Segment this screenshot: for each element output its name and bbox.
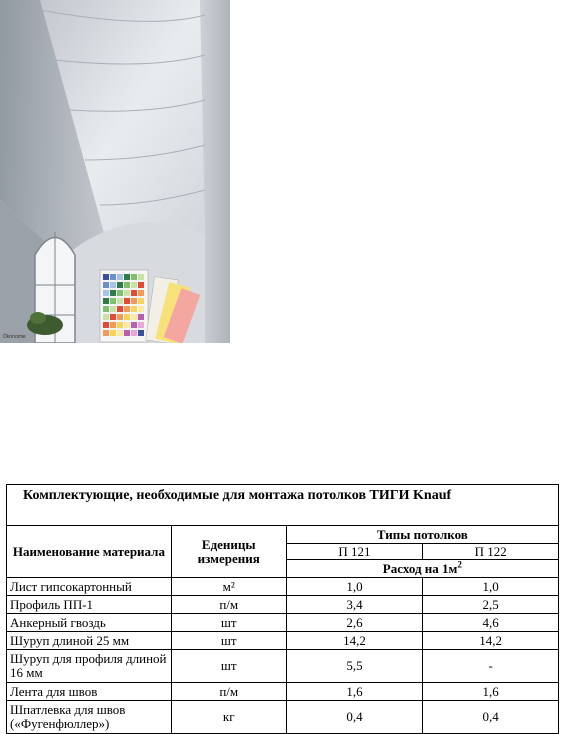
color-swatch: [138, 290, 144, 296]
color-swatch: [131, 298, 137, 304]
row-p121: 1,6: [286, 683, 423, 701]
color-swatch: [131, 274, 137, 280]
row-p122: 2,5: [423, 596, 559, 614]
row-unit: кг: [171, 701, 286, 734]
color-swatch: [124, 322, 130, 328]
color-swatch: [110, 290, 116, 296]
color-swatch: [138, 314, 144, 320]
color-swatch: [103, 282, 109, 288]
header-consumption-sup: 2: [457, 559, 462, 570]
row-p121: 3,4: [286, 596, 423, 614]
row-name: Профиль ПП-1: [7, 596, 172, 614]
row-p122: -: [423, 650, 559, 683]
row-unit: п/м: [171, 596, 286, 614]
color-swatch: [110, 330, 116, 336]
color-swatch: [117, 322, 123, 328]
header-types: Типы потолков: [286, 526, 558, 544]
row-unit: шт: [171, 614, 286, 632]
photo-caption: Ökonomie: [3, 334, 26, 340]
color-swatch: [138, 298, 144, 304]
color-swatch: [117, 282, 123, 288]
header-name: Наименование материала: [7, 526, 172, 578]
ceiling-photo: [0, 0, 230, 343]
color-swatch: [110, 274, 116, 280]
row-name: Лента для швов: [7, 683, 172, 701]
row-unit: м²: [171, 578, 286, 596]
color-swatch: [117, 298, 123, 304]
color-swatch: [124, 330, 130, 336]
table-row: [7, 596, 559, 614]
row-p122: 4,6: [423, 614, 559, 632]
row-p121: 14,2: [286, 632, 423, 650]
row-p122: 0,4: [423, 701, 559, 734]
table-title: Комплектующие, необходимые для монтажа потолков ТИГИ Knauf: [7, 485, 559, 526]
row-p121: 1,0: [286, 578, 423, 596]
color-swatch: [103, 306, 109, 312]
color-swatch: [110, 322, 116, 328]
color-swatch: [131, 290, 137, 296]
header-consumption: [286, 560, 558, 578]
row-name: Шуруп длиной 25 мм: [7, 632, 172, 650]
color-swatch: [131, 330, 137, 336]
color-swatch: [103, 298, 109, 304]
color-swatch: [117, 290, 123, 296]
row-unit: шт: [171, 650, 286, 683]
row-name: Шуруп для профиля длиной 16 мм: [7, 650, 172, 683]
color-swatch: [131, 306, 137, 312]
table-row: [7, 578, 559, 596]
color-swatch: [103, 290, 109, 296]
color-swatch: [103, 274, 109, 280]
color-swatch: [110, 306, 116, 312]
table-row: [7, 632, 559, 650]
color-swatch: [131, 322, 137, 328]
color-swatch: [131, 282, 137, 288]
table-body: [7, 578, 559, 734]
color-swatch: [117, 274, 123, 280]
color-swatch: [138, 274, 144, 280]
color-swatch: [138, 330, 144, 336]
color-swatch: [124, 282, 130, 288]
header-type-p121: П 121: [286, 544, 423, 560]
row-p121: 5,5: [286, 650, 423, 683]
materials-table: [6, 484, 559, 734]
table-row: [7, 701, 559, 734]
row-p121: 2,6: [286, 614, 423, 632]
color-swatch: [124, 314, 130, 320]
row-unit: шт: [171, 632, 286, 650]
color-swatch: [103, 330, 109, 336]
color-swatch: [124, 306, 130, 312]
table-row: [7, 683, 559, 701]
color-swatch: [124, 298, 130, 304]
table-row: [7, 614, 559, 632]
color-swatch: [103, 322, 109, 328]
color-swatch: [103, 314, 109, 320]
ceiling-photo-illustration: [0, 0, 230, 343]
header-consumption-label: Расход на 1м: [382, 560, 458, 576]
row-p122: 1,0: [423, 578, 559, 596]
color-swatch: [138, 282, 144, 288]
table-row: [7, 650, 559, 683]
color-swatch: [124, 290, 130, 296]
color-swatch: [138, 322, 144, 328]
color-swatch: [117, 330, 123, 336]
color-swatch: [131, 314, 137, 320]
color-swatch: [138, 306, 144, 312]
color-swatch: [110, 282, 116, 288]
row-p121: 0,4: [286, 701, 423, 734]
row-p122: 1,6: [423, 683, 559, 701]
row-unit: п/м: [171, 683, 286, 701]
header-type-p122: П 122: [423, 544, 559, 560]
color-swatch: [110, 298, 116, 304]
row-name: Анкерный гвоздь: [7, 614, 172, 632]
row-name: Лист гипсокартонный: [7, 578, 172, 596]
color-swatch: [124, 274, 130, 280]
color-swatch: [117, 314, 123, 320]
row-name: Шпатлевка для швов («Фугенфюллер»): [7, 701, 172, 734]
color-swatch: [117, 306, 123, 312]
color-swatch: [110, 314, 116, 320]
header-unit: Еденицы измерения: [171, 526, 286, 578]
row-p122: 14,2: [423, 632, 559, 650]
